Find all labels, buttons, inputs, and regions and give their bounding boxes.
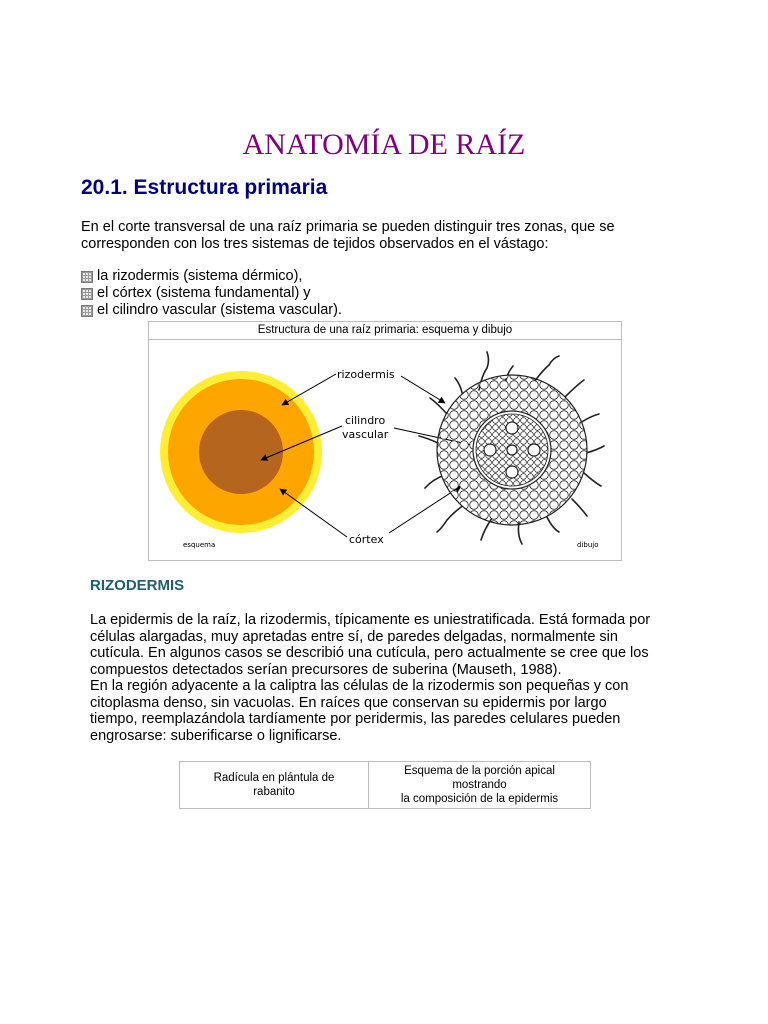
bullet-icon <box>81 288 93 300</box>
cell-line: rabanito <box>253 786 295 798</box>
list-item <box>81 268 342 285</box>
text-line: compuestos detectados serían precursores de suberina (Mauseth, 1988). <box>90 661 562 678</box>
cell-line: la composición de la epidermis <box>400 793 559 805</box>
rizodermis-paragraph <box>90 612 690 744</box>
intro-line: En el corte transversal de una raíz primaria se pueden distinguir tres zonas, que se <box>81 219 615 235</box>
label-cilindro: cilindro <box>345 414 386 427</box>
label-dibujo: dibujo <box>577 541 599 549</box>
table-cell-radicula <box>180 762 369 809</box>
text-line: cutícula. En algunos casos se describió una cutícula, pero actualmente se cree que los <box>90 645 649 661</box>
section-heading: 20.1. Estructura primaria <box>81 176 328 199</box>
arrow-rizodermis-drawing <box>401 376 445 403</box>
root-structure-figure <box>148 321 622 561</box>
label-cortex: córtex <box>349 533 384 546</box>
label-vascular: vascular <box>342 428 389 441</box>
scheme-vascular-cylinder <box>199 410 283 494</box>
zone-rizodermis: la rizodermis (sistema dérmico), <box>97 268 303 284</box>
text-line: citoplasma denso, sin vacuolas. En raíces que conservan su epidermis por largo <box>90 694 607 711</box>
text-line: engrosarse: suberificarse o lignificarse. <box>90 727 342 744</box>
page-title: ANATOMÍA DE RAÍZ <box>242 128 526 161</box>
cell-line: Radícula en plántula de <box>213 772 335 784</box>
intro-line: corresponden con los tres sistemas de tejidos observados en el vástago: <box>81 236 549 252</box>
label-rizodermis: rizodermis <box>337 368 395 381</box>
table-cell-esquema <box>369 762 591 809</box>
figure-caption: Estructura de una raíz primaria: esquema y dibujo <box>149 322 621 340</box>
bullet-icon <box>81 305 93 317</box>
bullet-icon <box>81 271 93 283</box>
intro-paragraph <box>81 219 681 253</box>
zones-list <box>81 268 342 319</box>
table-row <box>180 762 591 809</box>
text-line: En la región adyacente a la caliptra las células de la rizodermis son pequeñas y con <box>90 678 629 694</box>
text-line: La epidermis de la raíz, la rizodermis, típicamente es uniestratificada. Está formada por <box>90 612 651 628</box>
list-item <box>81 285 342 302</box>
media-table <box>179 761 591 809</box>
root-diagram <box>149 340 621 561</box>
cell-line: mostrando <box>452 779 507 791</box>
zone-cortex: el córtex (sistema fundamental) y <box>97 285 311 301</box>
zone-cilindro: el cilindro vascular (sistema vascular). <box>97 302 342 318</box>
text-line: tiempo, reemplazándola tardíamente por peridermis, las paredes celulares pueden <box>90 711 621 727</box>
cell-line: Esquema de la porción apical <box>404 765 555 777</box>
text-line: células alargadas, muy apretadas entre sí, de paredes delgadas, normalmente sin <box>90 628 618 645</box>
rizodermis-heading: RIZODERMIS <box>90 577 185 594</box>
label-esquema: esquema <box>183 541 216 549</box>
list-item <box>81 302 342 319</box>
